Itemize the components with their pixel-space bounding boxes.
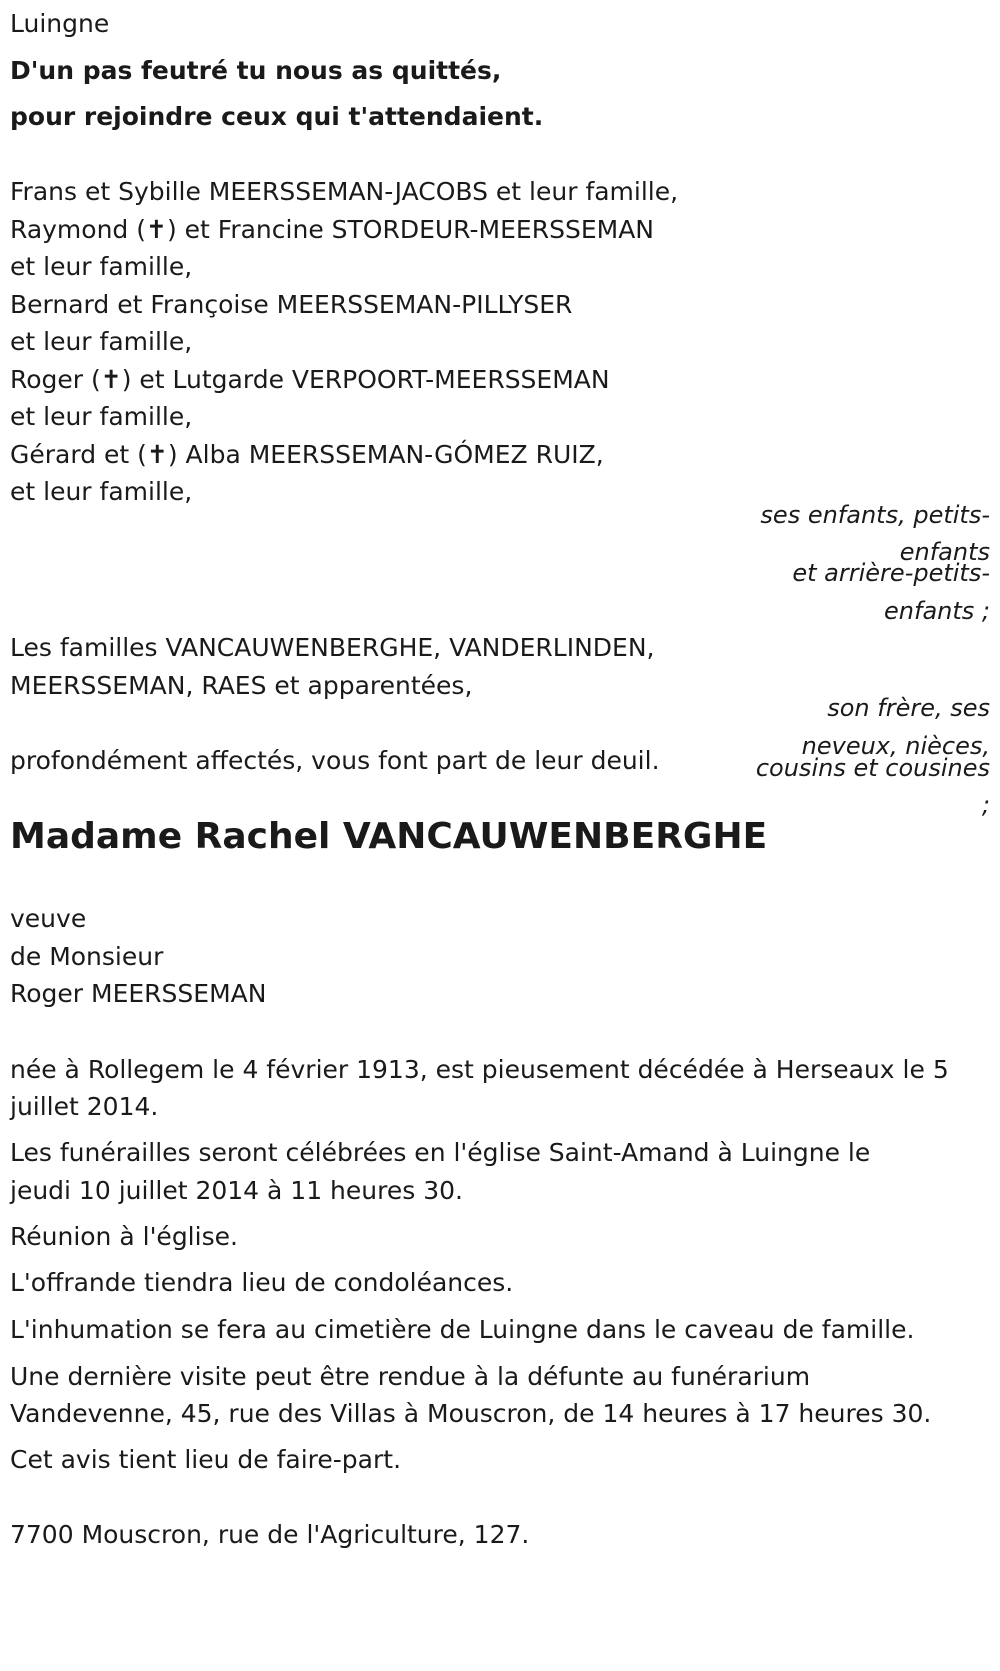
family-line: Bernard et Françoise MEERSSEMAN-PILLYSER — [10, 290, 573, 319]
other-families-line: MEERSSEMAN, RAES et apparentées, — [10, 671, 473, 700]
visit-line: Vandevenne, 45, rue des Villas à Mouscron, de 14 heures à 17 heures 30. — [10, 1399, 932, 1428]
role-line: cousins et cousines — [755, 754, 990, 782]
family-line: Gérard et (✝) Alba MEERSSEMAN-GÓMEZ RUIZ, — [10, 440, 604, 469]
widow-line: veuve — [10, 904, 87, 933]
family-line: et leur famille, — [10, 402, 193, 431]
meeting-info: Réunion à l'église. — [10, 1222, 238, 1251]
role-line: et arrière-petits- — [792, 559, 990, 587]
widow-line: de Monsieur — [10, 942, 164, 971]
role-line: ; — [981, 791, 990, 819]
burial-info: L'inhumation se fera au cimetière de Luingne dans le caveau de famille. — [10, 1315, 915, 1344]
announcement: profondément affectés, vous font part de leur deuil. — [10, 746, 660, 775]
widow-line: Roger MEERSSEMAN — [10, 979, 267, 1008]
family-line: Roger (✝) et Lutgarde VERPOORT-MEERSSEMAN — [10, 365, 610, 394]
family-address: 7700 Mouscron, rue de l'Agriculture, 127. — [10, 1520, 530, 1549]
deceased-name: Madame Rachel VANCAUWENBERGHE — [10, 816, 768, 857]
role-line: ses enfants, petits- — [760, 501, 990, 529]
birth-death-line: juillet 2014. — [10, 1092, 159, 1121]
role-line: son frère, ses — [827, 694, 990, 722]
verse-line-2: pour rejoindre ceux qui t'attendaient. — [10, 102, 544, 131]
family-line: et leur famille, — [10, 252, 193, 281]
funeral-line: Les funérailles seront célébrées en l'église Saint-Amand à Luingne le — [10, 1138, 871, 1167]
other-families-line: Les familles VANCAUWENBERGHE, VANDERLINDEN, — [10, 633, 655, 662]
visit-line: Une dernière visite peut être rendue à la défunte au funérarium — [10, 1362, 811, 1391]
offering-info: L'offrande tiendra lieu de condoléances. — [10, 1268, 514, 1297]
role-line: enfants — [899, 538, 990, 566]
place-name: Luingne — [10, 9, 110, 38]
role-line: enfants ; — [884, 597, 990, 625]
notice-info: Cet avis tient lieu de faire-part. — [10, 1445, 402, 1474]
birth-death-line: née à Rollegem le 4 février 1913, est pieusement décédée à Herseaux le 5 — [10, 1055, 949, 1084]
family-line: et leur famille, — [10, 477, 193, 506]
family-line: Frans et Sybille MEERSSEMAN-JACOBS et leur famille, — [10, 177, 679, 206]
family-line: Raymond (✝) et Francine STORDEUR-MEERSSEMAN — [10, 215, 654, 244]
funeral-line: jeudi 10 juillet 2014 à 11 heures 30. — [10, 1176, 463, 1205]
verse-line-1: D'un pas feutré tu nous as quittés, — [10, 56, 502, 85]
role-line: neveux, nièces, — [801, 732, 990, 760]
family-line: et leur famille, — [10, 327, 193, 356]
